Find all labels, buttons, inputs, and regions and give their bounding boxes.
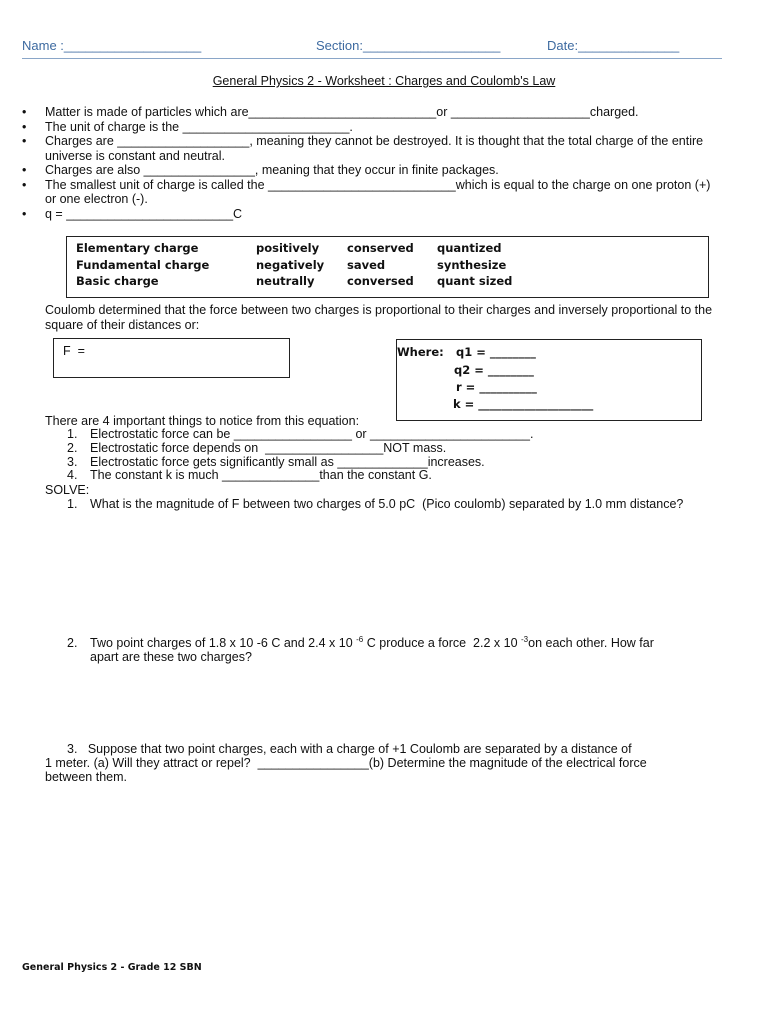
word-bank-term: Fundamental charge bbox=[76, 258, 210, 272]
bullet-item: • The smallest unit of charge is called the ___________________________which is equal to the charge on one proton (+) or one electron (-). bbox=[22, 178, 722, 207]
problem-3-line1: 3. Suppose that two point charges, each with a charge of +1 Coulomb are separated by a distance of bbox=[67, 742, 632, 756]
solve-label: SOLVE: bbox=[45, 483, 90, 497]
q2-blank[interactable]: q2 = ________ bbox=[454, 363, 534, 377]
word-bank-term: conversed bbox=[347, 274, 414, 288]
r-blank[interactable]: r = __________ bbox=[456, 380, 537, 394]
notice-item: 3. Electrostatic force gets significantly small as _____________increases. bbox=[67, 454, 485, 469]
word-bank-term: saved bbox=[347, 258, 386, 272]
notice-list bbox=[45, 428, 725, 483]
word-bank-term: negatively bbox=[256, 258, 325, 272]
problem-1-text: What is the magnitude of F between two charges of 5.0 pC (Pico coulomb) separated by 1.0 mm distance? bbox=[90, 497, 684, 511]
bullet-item: • Charges are ___________________, meaning they cannot be destroyed. It is thought that the total charge of the entire universe is constant and neutral. bbox=[22, 134, 722, 163]
word-bank-term: synthesize bbox=[437, 258, 507, 272]
problem-2-text: Two point charges of 1.8 x 10 -6 C and 2.4 x 10 $^{-6}$ C produce a force 2.2 x 10 $^{-3}$on each other. How far bbox=[90, 634, 654, 650]
date-field[interactable]: Date:______________ bbox=[547, 38, 680, 53]
problem-2-text-line2: apart are these two charges? bbox=[90, 650, 252, 664]
q1-blank[interactable]: q1 = ________ bbox=[456, 345, 536, 359]
student-info-header bbox=[22, 38, 722, 59]
word-bank-term: positively bbox=[256, 241, 320, 255]
word-bank-term: Elementary charge bbox=[76, 241, 199, 255]
bullet-item: • The unit of charge is the ________________________. bbox=[22, 120, 722, 135]
word-bank-term: conserved bbox=[347, 241, 414, 255]
notice-intro: There are 4 important things to notice from this equation: bbox=[45, 414, 360, 428]
where-label: Where: bbox=[397, 345, 444, 359]
problem-3-line2: 1 meter. (a) Will they attract or repel? ________________(b) Determine the magnitude of the electrical force bbox=[45, 756, 647, 770]
formula-answer-box[interactable] bbox=[53, 338, 290, 378]
notice-item: 4. The constant k is much ______________than the constant G. bbox=[67, 468, 432, 483]
formula-label: F = bbox=[63, 344, 85, 358]
fill-in-bullets bbox=[22, 105, 722, 221]
notice-item: 2. Electrostatic force depends on _________________NOT mass. bbox=[67, 440, 447, 455]
where-box bbox=[396, 339, 702, 421]
notice-item: 1. Electrostatic force can be _________________ or _______________________. bbox=[67, 427, 534, 441]
bullet-item: • q = ________________________C bbox=[22, 207, 722, 222]
coulomb-paragraph: Coulomb determined that the force between two charges is proportional to their charges and inversely proportional to the square of their distances or: bbox=[45, 303, 716, 332]
name-field[interactable]: Name :___________________ bbox=[22, 38, 202, 53]
bullet-item: • Charges are also ________________, meaning that they occur in finite packages. bbox=[22, 163, 722, 178]
problem-3-line3: between them. bbox=[45, 770, 127, 784]
word-bank-term: neutrally bbox=[256, 274, 315, 288]
word-bank-term: quant sized bbox=[437, 274, 513, 288]
word-bank-box bbox=[66, 236, 709, 298]
word-bank-term: quantized bbox=[437, 241, 502, 255]
problem-2-number: 2. bbox=[67, 636, 78, 650]
page-footer: General Physics 2 - Grade 12 SBN bbox=[22, 962, 202, 973]
problem-1-number: 1. bbox=[67, 497, 78, 511]
section-field[interactable]: Section:___________________ bbox=[316, 38, 501, 53]
bullet-item: • Matter is made of particles which are___________________________or ____________________charged. bbox=[22, 105, 722, 120]
k-blank[interactable]: k = ____________________ bbox=[453, 397, 594, 411]
word-bank-term: Basic charge bbox=[76, 274, 159, 288]
worksheet-title: General Physics 2 - Worksheet : Charges and Coulomb's Law bbox=[212, 74, 556, 88]
